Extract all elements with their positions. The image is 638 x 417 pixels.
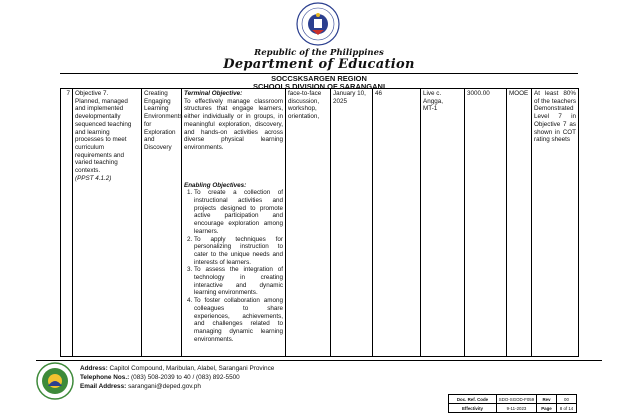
effectivity-label: Effectivity: [449, 404, 497, 413]
table-row: [61, 89, 579, 357]
list-item: 2. To apply techniques for personalizing instruction to cater to the unique needs and interests of learners.: [194, 236, 283, 267]
rev-value: 00: [557, 395, 577, 404]
fund-source-cell: MOOE: [507, 89, 532, 357]
ppst-code: (PPST 4.1.2): [75, 174, 112, 182]
rev-label: Rev: [537, 395, 557, 404]
date-line: 2025: [333, 97, 348, 105]
participants-cell: 46: [373, 89, 421, 357]
footer-rule: [36, 360, 602, 361]
document-control-table: [448, 394, 577, 413]
enabling-objectives-heading: Enabling Objectives:: [184, 181, 247, 189]
row-number: 7: [61, 89, 73, 357]
resource-person-line: MT-1: [423, 105, 438, 113]
modality-line: face-to-face: [288, 90, 322, 97]
terminal-objective-text: To effectively manage classroom structures that engage learners, either individually or in groups, in meaningful exploration, discovery, and hands-on activities across diverse physical learning environments.: [184, 97, 283, 151]
telephone-label: Telephone Nos.:: [80, 374, 130, 381]
email-label: Email Address:: [80, 383, 127, 390]
training-plan-table: [60, 88, 579, 357]
strategy-cell: [142, 89, 182, 357]
division-heading: SCHOOLS DIVISION OF SARANGANI: [252, 82, 386, 91]
modality-cell: [286, 89, 331, 357]
date-cell: [331, 89, 373, 357]
page-value: 8 of 14: [557, 404, 577, 413]
list-item: 1. To create a collection of instructional activities and projects designed to promote active participation and encourage exploration among learners.: [194, 189, 283, 235]
list-item: 3. To assess the integration of technology in creating interactive and dynamic learning environments.: [194, 266, 283, 297]
resource-person-cell: [421, 89, 465, 357]
page-label: Page: [537, 404, 557, 413]
strategy-line: Environments: [144, 113, 183, 121]
doc-ref-value: SDO-SGOD-F059: [497, 395, 537, 404]
objective-line: sequenced teaching: [75, 120, 132, 128]
modality-line: orientation,: [288, 113, 320, 121]
objective-line: developmentally: [75, 113, 121, 121]
sdo-sarangani-seal-icon: [36, 362, 74, 400]
deped-seal-icon: [296, 2, 340, 46]
objective-line: and implemented: [75, 105, 124, 113]
objective-cell: [73, 89, 142, 357]
email-line: [80, 382, 201, 391]
objective-line: Objective 7.: [75, 90, 109, 97]
objective-line: and learning: [75, 128, 110, 136]
telephone-value: (083) 508-2039 to 40 / (083) 892-5500: [131, 374, 240, 381]
strategy-line: Engaging: [144, 97, 171, 105]
region-heading: SOCCSKSARGEN REGION: [271, 74, 367, 83]
doc-ref-label: Doc. Ref. Code: [449, 395, 497, 404]
strategy-line: and Discovery: [144, 136, 172, 151]
address-label: Address:: [80, 365, 108, 372]
effectivity-value: 9-11-2023: [497, 404, 537, 413]
enabling-objectives-list: [184, 189, 283, 343]
strategy-line: for Exploration: [144, 120, 176, 136]
objective-line: requirements and: [75, 151, 125, 159]
address-line: [80, 364, 274, 373]
objective-line: contexts.: [75, 167, 101, 175]
objectives-cell: [182, 89, 286, 357]
department-heading: Department of Education: [223, 57, 415, 72]
objective-line: processes to meet: [75, 136, 127, 144]
success-indicator-cell: At least 80% of the teachers Demonstrated Level 7 in Objective 7 as shown in COT rating sheets: [532, 89, 579, 357]
list-item: 4. To foster collaboration among colleagues to share experiences, achievements, and challenges related to managing dynamic learning environments.: [194, 297, 283, 343]
modality-line: workshop,: [288, 105, 317, 113]
objective-line: Planned, managed: [75, 97, 128, 105]
republic-heading: Republic of the Philippines: [254, 48, 384, 58]
telephone-line: [80, 373, 240, 382]
strategy-line: Creating: [144, 90, 168, 97]
modality-line: discussion,: [288, 97, 320, 105]
resource-person-line: Live c. Angga,: [423, 90, 443, 105]
strategy-line: Learning: [144, 105, 169, 113]
date-line: January 10,: [333, 90, 366, 97]
objective-line: varied teaching: [75, 159, 118, 167]
objective-line: curriculum: [75, 143, 105, 151]
terminal-objective-heading: Terminal Objective:: [184, 90, 243, 97]
address-value: Capitol Compound, Maribulan, Alabel, Sarangani Province: [109, 365, 275, 372]
email-value: sarangani@deped.gov.ph: [128, 383, 201, 390]
budget-cell: 3000.00: [465, 89, 507, 357]
